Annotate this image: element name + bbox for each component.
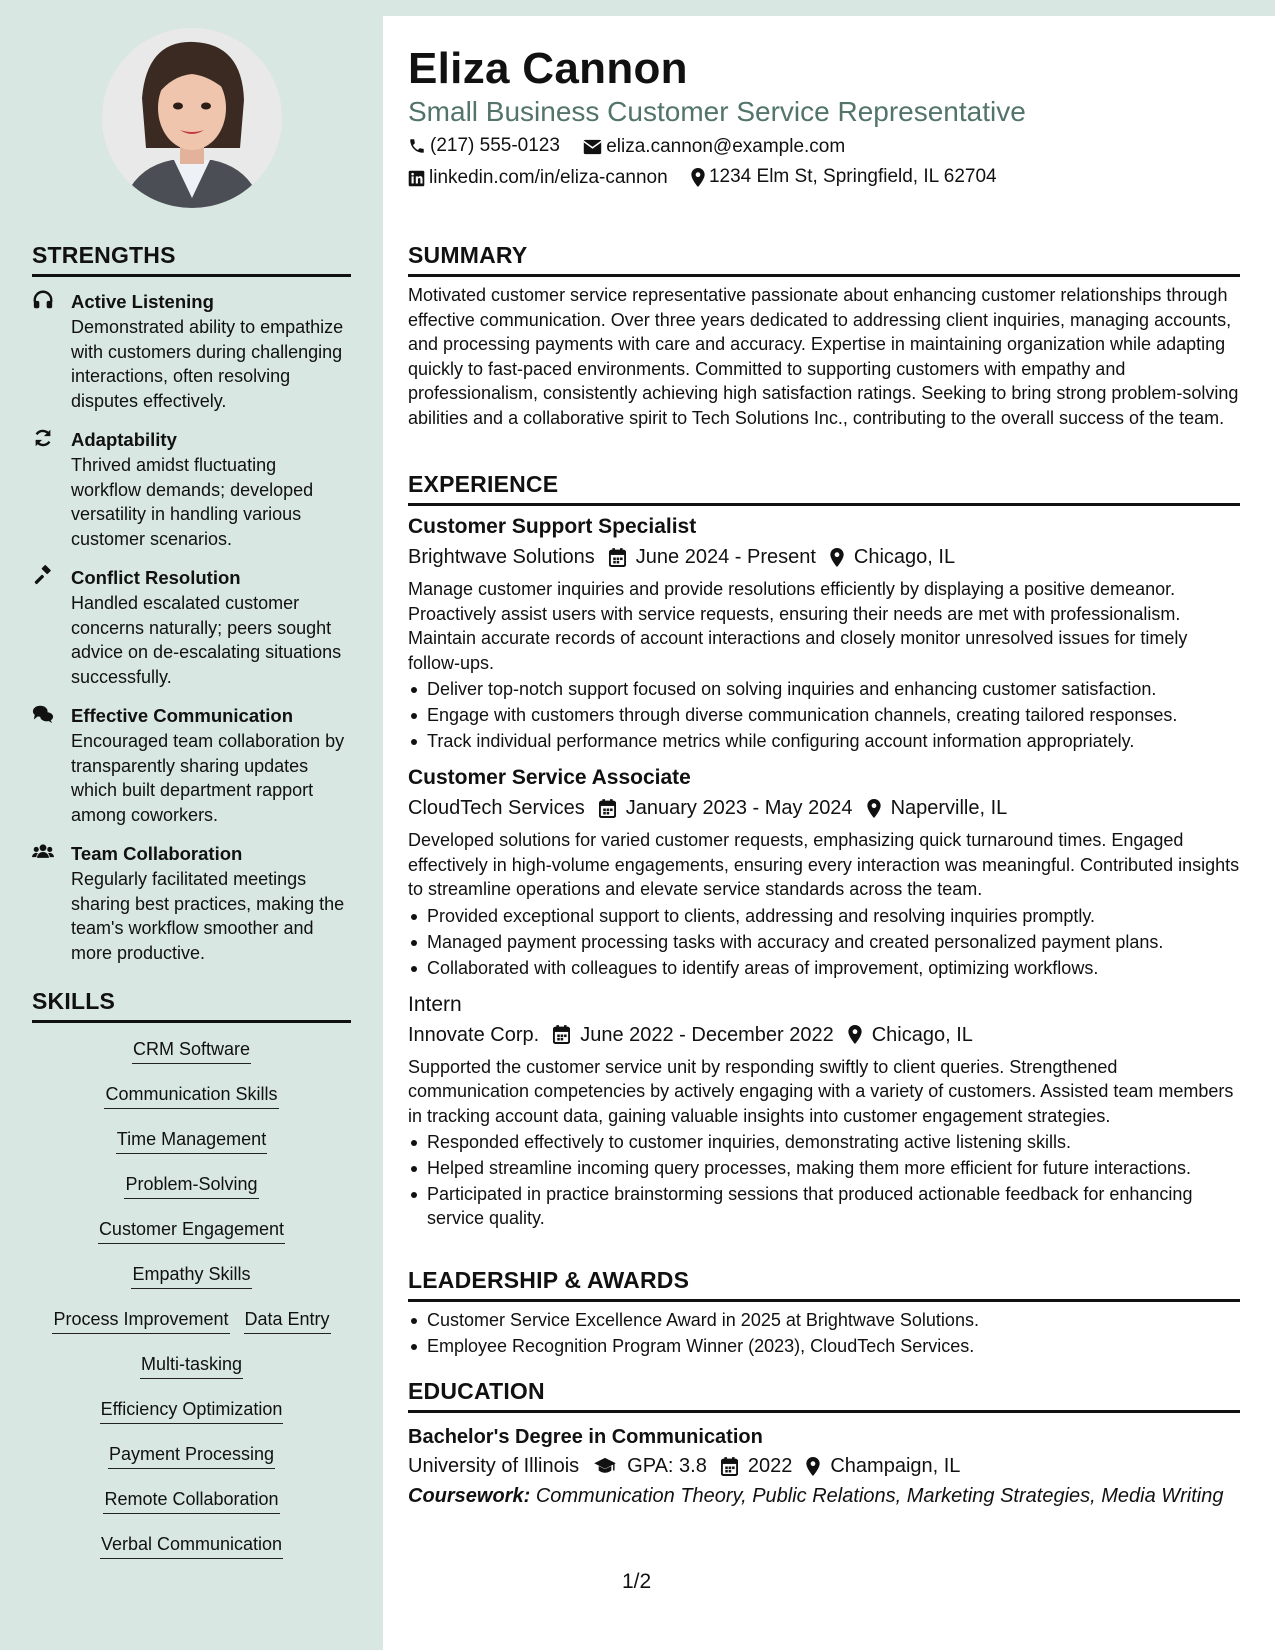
skill-tag: Customer Engagement	[98, 1217, 285, 1244]
list-item: Managed payment processing tasks with accuracy and created personalized payment plans.	[408, 930, 1240, 954]
job-entry	[408, 512, 1240, 753]
coursework-label: Coursework:	[408, 1485, 531, 1507]
skill-tag: Time Management	[116, 1127, 267, 1154]
job-bullets	[408, 677, 1240, 753]
job-bullets	[408, 1130, 1240, 1230]
experience-section	[408, 471, 1240, 1230]
users-icon	[32, 841, 54, 863]
school-name: University of Illinois	[408, 1455, 580, 1477]
job-company: Brightwave Solutions	[408, 546, 595, 568]
experience-heading: EXPERIENCE	[408, 471, 1240, 506]
calendar-icon	[721, 1457, 738, 1476]
envelope-icon	[583, 139, 602, 155]
education-meta	[408, 1451, 1240, 1481]
awards-heading: LEADERSHIP & AWARDS	[408, 1267, 1240, 1302]
list-item: Collaborated with colleagues to identify areas of improvement, optimizing workflows.	[408, 956, 1240, 980]
contact-row-2	[408, 166, 1015, 193]
strength-title: Effective Communication	[71, 705, 294, 726]
list-item: Responded effectively to customer inquiries, demonstrating active listening skills.	[408, 1130, 1240, 1154]
awards-list	[408, 1308, 1240, 1358]
phone-icon	[408, 137, 426, 155]
gavel-icon	[32, 565, 54, 587]
strength-text: Encouraged team collaboration by transparently sharing updates which built department rapport among coworkers.	[71, 731, 345, 825]
contact-row-1	[408, 135, 863, 161]
job-dates: June 2024 - Present	[635, 546, 816, 568]
job-description: Developed solutions for varied customer requests, emphasizing quick turnaround times. Engaged effectively in high-volume engagements, ensuring every interaction was meaningful. Contributed insights to streamline operations and elevate service standards across the team.	[408, 830, 1240, 899]
map-marker-icon	[830, 548, 844, 567]
job-meta	[408, 1020, 1240, 1050]
job-entry	[408, 763, 1240, 980]
summary-text: Motivated customer service representative passionate about enhancing customer relationships through effective communication. Over three years dedicated to addressing client inquiries, managing accounts, and processing payments with care and accuracy. Expertise in maintaining organization while adapting quickly to fast-paced environments. Committed to supporting customers with empathy and professionalism, consistently achieving high satisfaction ratings. Seeking to bring strong problem-solving abilities and a collaborative spirit to Tech Solutions Inc., contributing to the overall success of the team.	[408, 285, 1239, 428]
skill-tag: Empathy Skills	[131, 1262, 251, 1289]
graduation-year: 2022	[747, 1455, 793, 1477]
job-title: Intern	[408, 992, 462, 1016]
skill-tag: CRM Software	[132, 1037, 251, 1064]
strength-item	[32, 565, 351, 689]
skill-tag: Payment Processing	[108, 1442, 275, 1469]
skill-tag: Efficiency Optimization	[100, 1397, 284, 1424]
strength-text: Handled escalated customer concerns naturally; peers sought advice on de-escalating situations successfully.	[71, 593, 342, 687]
skill-tag: Multi-tasking	[140, 1352, 243, 1379]
education-heading: EDUCATION	[408, 1378, 1240, 1413]
job-company: CloudTech Services	[408, 797, 585, 819]
degree-title: Bachelor's Degree in Communication	[408, 1426, 763, 1448]
map-marker-icon	[848, 1025, 862, 1044]
job-company: Innovate Corp.	[408, 1023, 540, 1046]
skills-list	[32, 1027, 351, 1567]
skills-heading: SKILLS	[32, 988, 351, 1023]
skill-tag: Verbal Communication	[100, 1532, 283, 1559]
strength-item	[32, 289, 351, 413]
email-text[interactable]: eliza.cannon@example.com	[606, 136, 846, 157]
job-dates: January 2023 - May 2024	[625, 797, 853, 819]
profile-photo	[102, 28, 282, 208]
phone-item	[408, 135, 560, 157]
list-item: Employee Recognition Program Winner (2023), CloudTech Services.	[408, 1334, 1240, 1358]
calendar-icon	[553, 1025, 570, 1044]
email-item[interactable]	[583, 136, 845, 158]
list-item: Engage with customers through diverse communication channels, creating tailored responses.	[408, 703, 1240, 727]
job-location: Chicago, IL	[871, 1023, 973, 1046]
address-item	[691, 166, 997, 188]
address-text: 1234 Elm St, Springfield, IL 62704	[708, 166, 997, 187]
job-location: Naperville, IL	[890, 797, 1008, 819]
job-meta	[408, 542, 1240, 572]
strength-title: Adaptability	[71, 429, 177, 450]
strength-text: Demonstrated ability to empathize with customers during challenging interactions, often resolving disputes effectively.	[71, 317, 344, 411]
summary-heading: SUMMARY	[408, 242, 1240, 277]
strength-text: Regularly facilitated meetings sharing best practices, making the team's workflow smoother and more productive.	[71, 869, 345, 963]
strength-title: Active Listening	[71, 291, 214, 312]
skills-section	[32, 988, 351, 1567]
skill-tag: Problem-Solving	[124, 1172, 258, 1199]
coursework-text: Communication Theory, Public Relations, Marketing Strategies, Media Writing	[535, 1485, 1224, 1507]
coursework	[408, 1481, 1240, 1511]
job-entry	[408, 990, 1240, 1231]
strength-title: Team Collaboration	[71, 843, 243, 864]
comments-icon	[32, 703, 54, 725]
education-section	[408, 1378, 1240, 1511]
headphones-icon	[32, 289, 54, 311]
education-location: Champaign, IL	[830, 1455, 961, 1477]
list-item: Deliver top-notch support focused on solving inquiries and enhancing customer satisfaction.	[408, 677, 1240, 701]
list-item: Customer Service Excellence Award in 2025 at Brightwave Solutions.	[408, 1308, 1240, 1332]
job-headline: Small Business Customer Service Representative	[408, 96, 1026, 127]
job-description: Manage customer inquiries and provide resolutions efficiently by displaying a positive demeanor. Proactively assist users with service requests, ensuring their needs are met with professionalism. Maintain accurate records of account interactions and closely monitor unresolved issues for timely follow-ups.	[408, 579, 1188, 673]
job-description: Supported the customer service unit by responding swiftly to client queries. Strengthened communication competencies by actively engaging with a variety of customers. Assisted team members in tracking account data, gaining valuable insights into customer engagement strategies.	[408, 1056, 1234, 1126]
job-title: Customer Service Associate	[408, 766, 691, 789]
linkedin-item[interactable]	[408, 167, 668, 189]
strength-item	[32, 841, 351, 965]
strengths-heading: STRENGTHS	[32, 242, 351, 277]
job-meta	[408, 793, 1240, 823]
map-marker-icon	[691, 168, 705, 187]
job-location: Chicago, IL	[853, 546, 956, 568]
calendar-icon	[599, 799, 616, 818]
page-number: 1/2	[622, 1570, 652, 1593]
strength-text: Thrived amidst fluctuating workflow demands; developed versatility in handling various customer scenarios.	[71, 455, 314, 549]
strength-item	[32, 703, 351, 827]
strength-title: Conflict Resolution	[71, 567, 241, 588]
graduation-cap-icon	[593, 1457, 617, 1475]
skill-tag: Process Improvement	[52, 1307, 229, 1334]
candidate-name: Eliza Cannon	[408, 44, 688, 93]
list-item: Track individual performance metrics while configuring account information appropriately.	[408, 729, 1240, 753]
list-item: Helped streamline incoming query processes, making them more efficient for future interactions.	[408, 1156, 1240, 1180]
list-item: Participated in practice brainstorming sessions that produced actionable feedback for enhancing service quality.	[408, 1182, 1240, 1230]
strength-item	[32, 427, 351, 551]
skill-tag: Remote Collaboration	[103, 1487, 279, 1514]
linkedin-icon	[408, 170, 425, 187]
phone-text: (217) 555-0123	[430, 135, 560, 156]
job-bullets	[408, 904, 1240, 980]
strengths-section	[32, 242, 351, 965]
awards-section	[408, 1267, 1240, 1358]
job-dates: June 2022 - December 2022	[580, 1023, 834, 1046]
map-marker-icon	[867, 799, 881, 818]
list-item: Provided exceptional support to clients, addressing and resolving inquiries promptly.	[408, 904, 1240, 928]
calendar-icon	[609, 548, 626, 567]
job-title: Customer Support Specialist	[408, 515, 697, 538]
summary-section	[408, 242, 1240, 430]
gpa-text: GPA: 3.8	[627, 1455, 707, 1477]
linkedin-text[interactable]: linkedin.com/in/eliza-cannon	[429, 167, 668, 188]
sync-icon	[32, 427, 54, 449]
map-marker-icon	[806, 1457, 820, 1476]
skill-tag: Communication Skills	[104, 1082, 278, 1109]
skill-tag: Data Entry	[244, 1307, 331, 1334]
